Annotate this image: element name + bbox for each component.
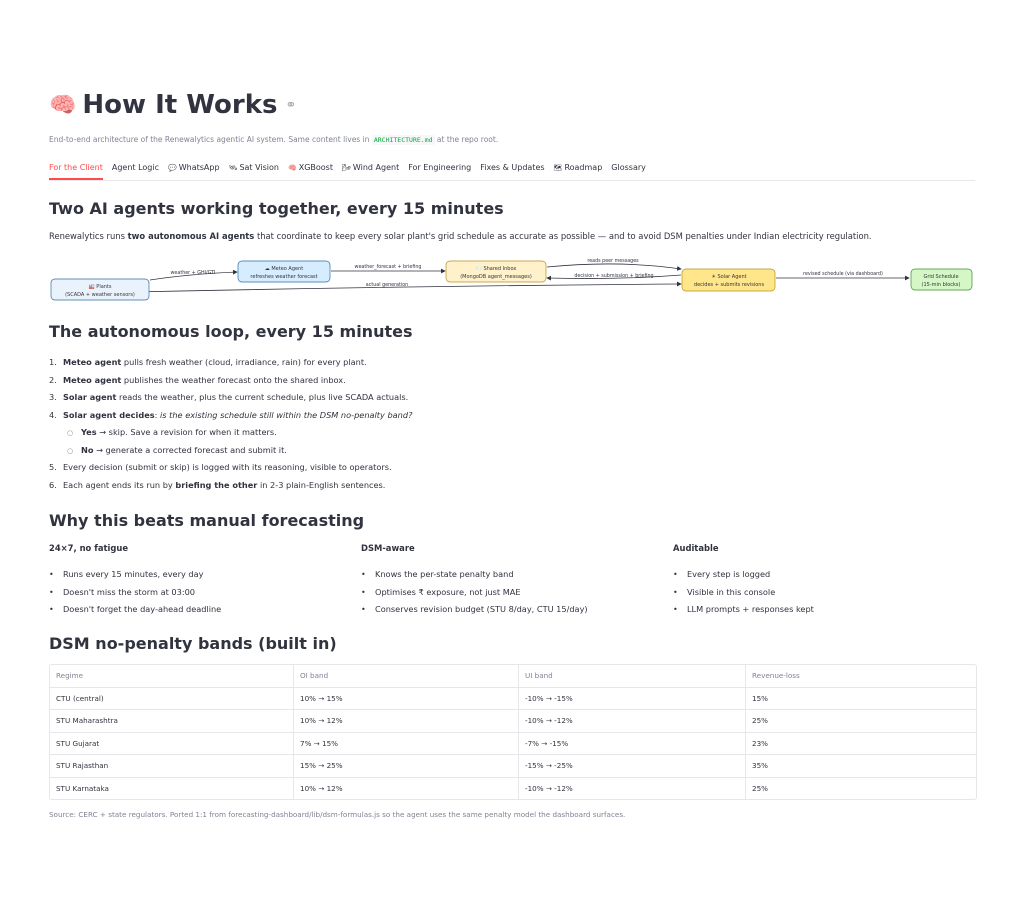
column-title: Auditable xyxy=(673,543,719,553)
table-cell: 25% xyxy=(752,716,768,725)
step-text: reads the weather, plus the current schedule, plus live SCADA actuals. xyxy=(116,392,409,402)
edge-label-peer: reads peer messages xyxy=(587,259,639,264)
edge-label-forecast: weather_forecast + briefing xyxy=(354,265,422,270)
step-bold: Meteo agent xyxy=(63,357,122,367)
tab-label: XGBoost xyxy=(298,163,333,172)
brain-icon: 🧠 xyxy=(288,164,297,172)
list-item: 4. Solar agent decides: is the existing schedule still within the DSM no-penalty band? xyxy=(49,409,413,420)
intro-paragraph xyxy=(49,231,872,241)
meteo-node-sub: refreshes weather forecast xyxy=(250,274,318,280)
section-heading: Two AI agents working together, every 15 minutes xyxy=(49,199,504,218)
table-cell: -10% → -15% xyxy=(519,688,746,710)
list-item: • Runs every 15 minutes, every day xyxy=(49,569,204,579)
step-bold: Yes xyxy=(81,427,97,437)
plants-node-sub: (SCADA + weather sensors) xyxy=(65,292,135,298)
list-item: • Doesn't forget the day-ahead deadline xyxy=(49,604,222,614)
table-row xyxy=(50,710,976,733)
architecture-flow-diagram xyxy=(49,258,975,306)
table-cell: 10% → 12% xyxy=(294,778,519,800)
tab-wind-agent[interactable] xyxy=(342,161,399,180)
grid-node-sub: (15-min blocks) xyxy=(921,282,961,288)
column-title: 24×7, no fatigue xyxy=(49,543,129,553)
list-item-text: Runs every 15 minutes, every day xyxy=(63,569,204,579)
section-heading: Why this beats manual forecasting xyxy=(49,511,365,530)
list-item: • Visible in this console xyxy=(673,586,776,597)
list-item: • Doesn't miss the storm at 03:00 xyxy=(49,586,196,597)
subtitle-code: ARCHITECTURE.md xyxy=(373,136,433,144)
tab-for-the-client[interactable] xyxy=(49,161,103,180)
tab-fixes-updates[interactable] xyxy=(480,161,544,180)
grid-node-title: Grid Schedule xyxy=(923,274,959,280)
table-cell: 23% xyxy=(752,738,768,748)
column-header[interactable]: Regime xyxy=(50,665,294,687)
intro-bold: two autonomous AI agents xyxy=(127,231,255,241)
tab-xgboost[interactable] xyxy=(288,161,333,180)
step-text: pulls fresh weather (cloud, irradiance, rain) for every plant. xyxy=(121,357,367,367)
list-item-text: Every step is logged xyxy=(687,569,771,579)
table-cell: STU Maharashtra xyxy=(50,710,294,732)
step-text: : xyxy=(154,409,161,420)
step-text: → skip. Save a revision for when it matters. xyxy=(96,427,277,437)
list-item-text: Knows the per-state penalty band xyxy=(375,569,514,579)
loop-steps-list xyxy=(49,354,412,494)
step-bold: Meteo agent xyxy=(63,374,122,385)
tab-label: WhatsApp xyxy=(178,163,220,172)
solar-node-sub: decides + submits revisions xyxy=(693,282,765,288)
list-item-text: Conserves revision budget (STU 8/day, CTU 15/day) xyxy=(375,604,588,614)
page-subtitle xyxy=(49,135,498,144)
benefit-column xyxy=(673,543,973,614)
tab-bar xyxy=(49,161,975,181)
edge-label-actual: actual generation xyxy=(365,283,409,288)
tab-for-engineering[interactable] xyxy=(408,161,471,180)
page-title xyxy=(49,90,296,120)
list-item: • Knows the per-state penalty band xyxy=(361,569,514,579)
benefit-column xyxy=(49,543,349,614)
list-item: • Every step is logged xyxy=(673,569,771,579)
list-item-text: Doesn't miss the storm at 03:00 xyxy=(63,586,196,597)
intro-text: Renewalytics runs xyxy=(49,231,128,241)
tab-label: For Engineering xyxy=(408,163,472,172)
table-cell: -15% → -25% xyxy=(519,755,746,777)
page-title-text: How It Works xyxy=(82,90,278,120)
table-cell: 15% → 25% xyxy=(294,755,519,777)
step-text: Each agent ends its run by xyxy=(63,479,176,490)
tab-label: Roadmap xyxy=(564,163,603,172)
table-cell: CTU (central) xyxy=(50,688,294,710)
list-item-text: LLM prompts + responses kept xyxy=(687,604,814,614)
brain-icon: 🧠 xyxy=(49,92,77,118)
table-row xyxy=(50,778,976,800)
tab-agent-logic[interactable] xyxy=(112,161,159,180)
tab-label: Sat Vision xyxy=(239,163,279,172)
list-item: ○ No → generate a corrected forecast and submit it. xyxy=(67,444,287,455)
table-cell: -7% → -15% xyxy=(519,733,746,755)
list-item: 6. Each agent ends its run by briefing the other in 2-3 plain-English sentences. xyxy=(49,479,386,490)
inbox-node-sub: (MongoDB agent_messages) xyxy=(460,274,532,280)
table-cell: 15% xyxy=(752,693,768,703)
list-item-text: Doesn't forget the day-ahead deadline xyxy=(63,604,222,614)
wind-icon: 🌬 xyxy=(341,164,351,172)
benefit-column xyxy=(361,543,661,614)
source-caption: Source: CERC + state regulators. Ported 1:1 from forecasting-dashboard/lib/dsm-formulas.js so the agent uses the same penalty model the dashboard surfaces. xyxy=(49,810,626,819)
list-item: 5. Every decision (submit or skip) is logged with its reasoning, visible to operators. xyxy=(49,462,392,472)
table-row xyxy=(50,755,976,778)
column-header[interactable]: OI band xyxy=(294,665,519,687)
step-bold: Solar agent decides xyxy=(63,409,155,420)
table-header-row xyxy=(50,665,976,688)
table-cell: 10% → 15% xyxy=(294,688,519,710)
satellite-icon: 🛰 xyxy=(228,164,238,172)
table-cell: -10% → -12% xyxy=(519,710,746,732)
list-item-text: Optimises ₹ exposure, not just MAE xyxy=(375,586,521,597)
map-icon: 🗺 xyxy=(553,164,563,172)
meteo-node-title: ☁ Meteo Agent xyxy=(264,266,304,272)
intro-text-rest: that coordinate to keep every solar plant's grid schedule as accurate as possible — and to avoid DSM penalties under Indian electricity regulation. xyxy=(254,231,872,241)
tab-roadmap[interactable] xyxy=(554,161,603,180)
list-item: 1. Meteo agent pulls fresh weather (cloud, irradiance, rain) for every plant. xyxy=(49,357,367,367)
list-item: ○ Yes → skip. Save a revision for when it matters. xyxy=(67,427,277,437)
table-cell: STU Gujarat xyxy=(50,733,294,755)
table-cell: STU Rajasthan xyxy=(50,755,294,777)
column-header[interactable]: UI band xyxy=(519,665,746,687)
list-item: 3. Solar agent reads the weather, plus the current schedule, plus live SCADA actuals. xyxy=(49,392,409,402)
table-cell: STU Karnataka xyxy=(50,778,294,800)
step-bold: briefing the other xyxy=(175,479,258,490)
list-item: 2. Meteo agent publishes the weather forecast onto the shared inbox. xyxy=(49,374,346,385)
list-item-text: Visible in this console xyxy=(687,586,776,597)
anchor-link-icon[interactable]: ⚭ xyxy=(285,97,297,113)
edge-label-weather: weather + GHI/GTI xyxy=(170,271,216,276)
table-row xyxy=(50,688,976,711)
edge-label-decision: decision + submission + briefing xyxy=(574,274,654,279)
step-italic: is the existing schedule still within the DSM no-penalty band? xyxy=(160,409,413,420)
section-heading: DSM no-penalty bands (built in) xyxy=(49,634,337,653)
column-header[interactable]: Revenue-loss xyxy=(752,671,800,680)
step-text: → generate a corrected forecast and submit it. xyxy=(93,444,287,455)
list-item: • LLM prompts + responses kept xyxy=(673,604,814,614)
dsm-bands-table xyxy=(49,664,977,800)
table-cell: 10% → 12% xyxy=(294,710,519,732)
column-title: DSM-aware xyxy=(361,543,415,553)
list-item: • Conserves revision budget (STU 8/day, CTU 15/day) xyxy=(361,604,588,614)
tab-glossary[interactable] xyxy=(611,161,646,180)
section-heading: The autonomous loop, every 15 minutes xyxy=(49,322,413,341)
step-bold: No xyxy=(81,444,94,455)
step-bold: Solar agent xyxy=(63,392,117,402)
tab-whatsapp[interactable] xyxy=(168,161,220,180)
tab-label: For the Client xyxy=(49,163,103,172)
step-text: publishes the weather forecast onto the shared inbox. xyxy=(121,374,346,385)
tab-label: Glossary xyxy=(611,163,646,172)
step-text: Every decision (submit or skip) is logged with its reasoning, visible to operators. xyxy=(63,462,392,472)
edge-label-revised: revised schedule (via dashboard) xyxy=(803,272,883,277)
tab-label: Agent Logic xyxy=(111,163,160,172)
subtitle-suffix: at the repo root. xyxy=(434,135,499,144)
subtitle-text: End-to-end architecture of the Renewalytics agentic AI system. Same content lives in xyxy=(49,135,372,144)
plants-node-title: 🏭 Plants xyxy=(88,284,112,290)
inbox-node-title: 📨 Shared Inbox xyxy=(475,266,517,272)
edge-inbox-to-solar xyxy=(547,264,681,269)
table-cell: 25% xyxy=(752,783,768,793)
solar-node-title: ☀ Solar Agent xyxy=(711,274,747,280)
tab-sat-vision[interactable] xyxy=(229,161,279,180)
speech-bubble-icon: 💬 xyxy=(168,164,177,172)
table-cell: 35% xyxy=(752,761,768,770)
tab-label: Fixes & Updates xyxy=(480,163,545,172)
tab-label: Wind Agent xyxy=(352,163,400,172)
list-item: • Optimises ₹ exposure, not just MAE xyxy=(361,586,521,597)
table-row xyxy=(50,733,976,756)
step-text: in 2-3 plain-English sentences. xyxy=(257,479,386,490)
table-cell: -10% → -12% xyxy=(519,778,746,800)
table-cell: 7% → 15% xyxy=(294,733,519,755)
